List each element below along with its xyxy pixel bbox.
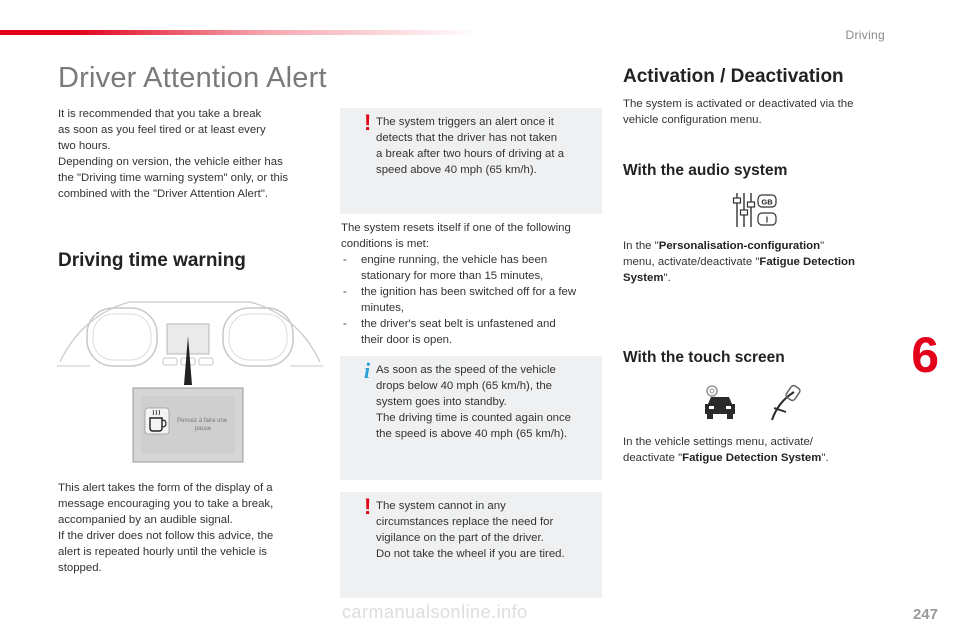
warning-box-vigilance [340, 492, 602, 598]
list-item-line: - engine running, the vehicle has been [361, 254, 548, 266]
intro-line: Depending on version, the vehicle either has [58, 156, 283, 168]
intro-line: two hours. [58, 140, 111, 152]
audio-instructions [623, 238, 893, 286]
alert-line: alert is repeated hourly until the vehicle is [58, 546, 267, 558]
warning-box-alert [340, 108, 602, 214]
info-line: drops below 40 mph (65 km/h), the [376, 380, 553, 392]
activation-line: The system is activated or deactivated via the [623, 98, 854, 110]
alert-line: accompanied by an audible signal. [58, 514, 233, 526]
info-line: the speed is above 40 mph (65 km/h). [376, 428, 568, 440]
section-label: Driving [845, 28, 885, 42]
intro-line: the "Driving time warning system" only, or this [58, 172, 289, 184]
touch-instructions [623, 434, 893, 466]
activation-paragraph [623, 96, 893, 128]
text-fragment: ". [663, 272, 671, 284]
info-line: The driving time is counted again once [376, 412, 572, 424]
warning-icon: ! [364, 110, 372, 135]
info-box-standby [340, 356, 602, 480]
menu-name: Personalisation-configuration [658, 240, 821, 252]
i-button-label: I [765, 215, 769, 225]
warning-line: speed above 40 mph (65 km/h). [376, 164, 537, 176]
dashboard-message: Pensez à faire une pause [177, 418, 228, 432]
gb-button-label: GB [761, 197, 773, 207]
page-title: Driver Attention Alert [58, 62, 327, 94]
intro-line: It is recommended that you take a break [58, 108, 262, 120]
alert-paragraph [58, 480, 318, 576]
dashboard-illustration [55, 290, 325, 470]
page-number: 247 [912, 606, 938, 623]
warning-line: The system triggers an alert once it [376, 116, 554, 128]
alert-line: This alert takes the form of the display of a [58, 482, 273, 494]
warning-icon: ! [364, 494, 372, 519]
watermark: carmanualsonline.info [342, 602, 528, 622]
reset-intro-line: The system resets itself if one of the following [341, 222, 571, 234]
text-fragment: deactivate " [623, 452, 683, 464]
feature-name: Fatigue Detection [759, 256, 855, 268]
text-fragment: menu, activate/deactivate " [623, 256, 760, 268]
audio-settings-icon [730, 190, 780, 230]
coffee-cup-icon [145, 408, 169, 434]
list-item [341, 316, 603, 348]
intro-paragraph [58, 106, 318, 202]
driving-assist-icon [772, 384, 801, 420]
feature-name: System [623, 272, 664, 284]
alert-line: message encouraging you to take a break, [58, 498, 274, 510]
info-icon: i [364, 358, 371, 383]
warning-line: vigilance on the part of the driver. [376, 532, 544, 544]
intro-line: as soon as you feel tired or at least every [58, 124, 266, 136]
warning-line: Do not take the wheel if you are tired. [376, 548, 565, 560]
list-item-line: stationary for more than 15 minutes, [361, 270, 544, 282]
reset-conditions-list [341, 252, 603, 348]
touch-screen-icons [700, 382, 810, 424]
alert-line: If the driver does not follow this advice, the [58, 530, 274, 542]
vehicle-settings-icon [705, 386, 735, 419]
chapter-number: 6 [911, 327, 939, 383]
activation-line: vehicle configuration menu. [623, 114, 762, 126]
intro-line: combined with the "Driver Attention Alert". [58, 188, 269, 200]
text-fragment: In the vehicle settings menu, activate/ [623, 436, 813, 448]
list-item-line: minutes, [361, 302, 405, 314]
warning-line: detects that the driver has not taken [376, 132, 558, 144]
warning-line: The system cannot in any [376, 500, 506, 512]
text-fragment: In the " [623, 240, 659, 252]
text-fragment: " [820, 240, 825, 252]
text-fragment: ". [821, 452, 829, 464]
list-item-line: their door is open. [361, 334, 453, 346]
warning-line: a break after two hours of driving at a [376, 148, 565, 160]
alert-line: stopped. [58, 562, 102, 574]
list-item-line: - the ignition has been switched off for a few [361, 286, 577, 298]
reset-intro-line: conditions is met: [341, 238, 429, 250]
reset-intro [341, 220, 603, 252]
info-line: As soon as the speed of the vehicle [376, 364, 556, 376]
feature-name: Fatigue Detection System [682, 452, 822, 464]
activation-heading: Activation / Deactivation [623, 66, 844, 87]
audio-system-heading: With the audio system [623, 162, 788, 179]
warning-line: circumstances replace the need for [376, 516, 554, 528]
header-accent-bar [0, 30, 480, 35]
list-item-line: - the driver's seat belt is unfastened and [361, 318, 556, 330]
list-item [341, 252, 603, 284]
touch-screen-heading: With the touch screen [623, 349, 785, 366]
info-line: system goes into standby. [376, 396, 507, 408]
driving-time-heading: Driving time warning [58, 250, 246, 271]
list-item [341, 284, 603, 316]
